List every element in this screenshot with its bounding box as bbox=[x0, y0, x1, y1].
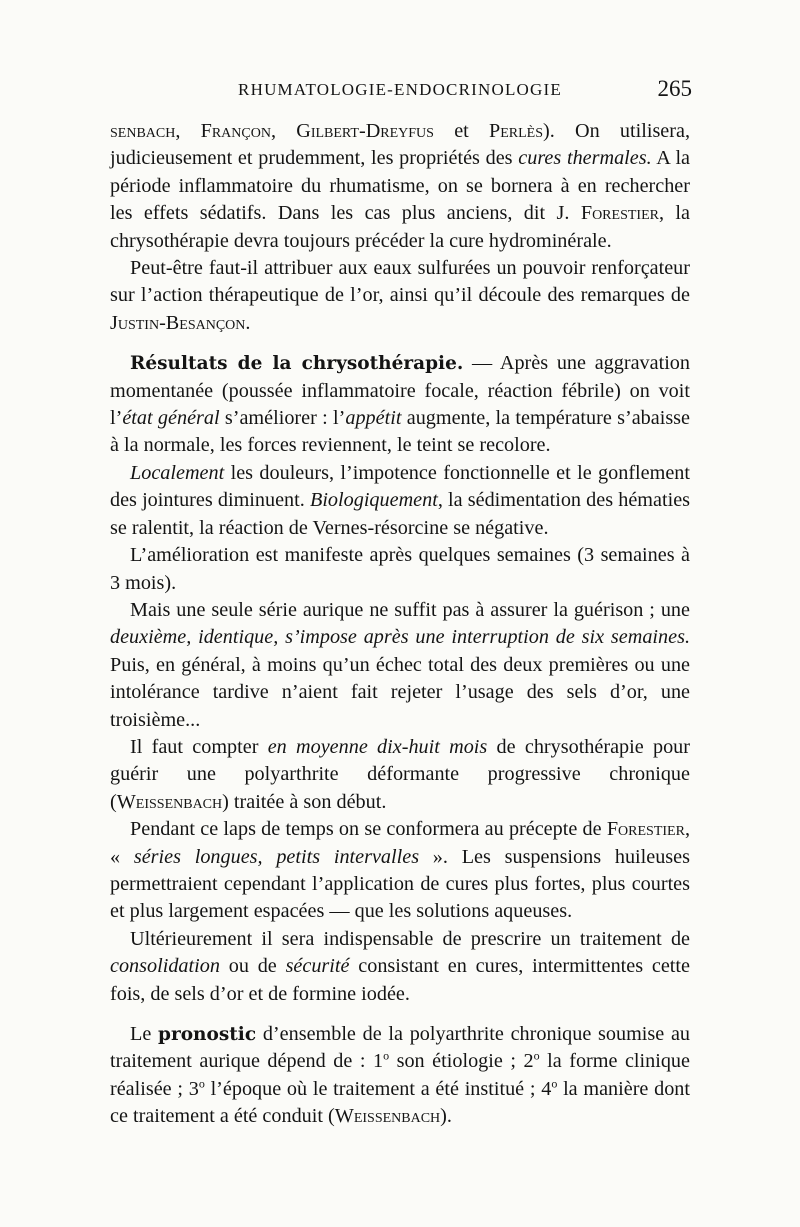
italic-term: séries longues, petits intervalles bbox=[133, 845, 420, 868]
text-run: les douleurs, l’impotence fonctionnelle et le gonflement des jointures diminuent. bbox=[110, 461, 690, 512]
italic-term: consolidation bbox=[110, 955, 220, 978]
page-number: 265 bbox=[657, 76, 692, 101]
text-run: ). bbox=[440, 1105, 452, 1128]
italic-term: en moyenne dix-huit mois bbox=[267, 735, 488, 758]
paragraph-10 bbox=[110, 1021, 690, 1131]
text-run: Le bbox=[130, 1023, 159, 1045]
text-run: L’amélioration est manifeste après quelques semaines (3 semaines à 3 mois). bbox=[110, 544, 690, 594]
italic-term: sécurité bbox=[285, 955, 350, 978]
paragraph-5 bbox=[110, 542, 690, 597]
author-name: Weissenbach bbox=[334, 1105, 441, 1128]
section-heading: Résultats de la chrysothérapie. bbox=[130, 353, 464, 375]
italic-term: état général bbox=[122, 407, 220, 430]
bold-term: pronostic bbox=[158, 1024, 257, 1045]
text-run: son étiologie ; 2 bbox=[389, 1050, 534, 1073]
author-name: Perlès bbox=[489, 120, 544, 142]
italic-term: deuxième, identique, s’impose après une interruption de six semaines. bbox=[110, 626, 690, 649]
text-run: Pendant ce laps de temps on se conformera au précepte de bbox=[130, 818, 607, 841]
text-run: de chrysothérapie pour guérir une polyarthrite déformante progressive chronique ( bbox=[110, 735, 690, 813]
text-run: la manière dont ce traitement a été conduit ( bbox=[110, 1077, 691, 1128]
page-header bbox=[110, 76, 690, 104]
ordinal-superscript: o bbox=[198, 1076, 205, 1091]
text-run: s’améliorer : l’ bbox=[219, 407, 346, 430]
text-run: augmente, la température s’abaisse à la normale, les forces reviennent, le teint se recolore. bbox=[110, 407, 690, 457]
text-run: , la sédimentation des hématies se ralentit, la réaction de Vernes-résorcine se négative. bbox=[110, 489, 691, 539]
text-run: , la chrysothérapie devra toujours précéder la cure hydrominérale. bbox=[110, 202, 690, 252]
paragraph-8 bbox=[110, 816, 690, 926]
text-run: d’ensemble de la polyarthrite chronique soumise au traitement aurique dépend de : 1 bbox=[110, 1023, 691, 1073]
text-run: ». Les suspensions huileuses permettraient cependant l’application de cures plus fortes, plus courtes et plus largement espacées — que les solutions aqueuses. bbox=[110, 845, 690, 923]
text-run: Ultérieurement il sera indispensable de prescrire un traitement de bbox=[130, 927, 690, 950]
author-name: Justin-Besançon bbox=[110, 311, 246, 334]
text-run: — Après une aggravation momentanée (poussée inflammatoire focale, réaction fébrile) on voit l’ bbox=[110, 352, 690, 430]
text-run: la forme clinique réalisée ; 3 bbox=[110, 1050, 690, 1100]
text-run: Peut-être faut-il attribuer aux eaux sulfurées un pouvoir renforçateur sur l’action thérapeutique de l’or, ainsi qu’il découle des remarques de bbox=[110, 257, 690, 307]
text-run: l’époque où le traitement a été institué ; 4 bbox=[204, 1077, 552, 1100]
ordinal-superscript: o bbox=[551, 1076, 558, 1091]
paragraph-3 bbox=[110, 350, 690, 460]
paragraph-7 bbox=[110, 734, 690, 816]
text-run: Mais une seule série aurique ne suffit pas à assurer la guérison ; une bbox=[130, 598, 690, 621]
paragraph-6 bbox=[110, 597, 690, 734]
running-title: RHUMATOLOGIE-ENDOCRINOLOGIE bbox=[238, 80, 562, 99]
paragraph-4 bbox=[110, 460, 690, 542]
text-run: ou de bbox=[219, 955, 286, 978]
text-run: A la période inflammatoire du rhumatisme, on se bornera à en rechercher les effets sédatifs. Dans les cas plus anciens, dit J. bbox=[110, 147, 691, 225]
ordinal-superscript: o bbox=[383, 1048, 390, 1063]
text-run: consistant en cures, intermittentes cette fois, de sels d’or et de formine iodée. bbox=[110, 955, 690, 1005]
paragraph-1 bbox=[110, 118, 690, 255]
text-run: ) traitée à son début. bbox=[222, 790, 387, 813]
paragraph-9 bbox=[110, 926, 690, 1008]
body-text bbox=[110, 118, 690, 1131]
italic-term: appétit bbox=[345, 407, 402, 430]
text-run: . bbox=[245, 311, 251, 334]
text-run: Puis, en général, à moins qu’un échec total des deux premières ou une intolérance tardive n’aient fait rejeter l’usage des sels d’or, une troisième... bbox=[110, 653, 690, 731]
author-name: Weissenbach bbox=[116, 790, 223, 813]
text-run: ). On utilisera, judicieusement et prudemment, les propriétés des bbox=[110, 120, 690, 170]
author-name: Forestier bbox=[580, 202, 659, 225]
text-run: Il faut compter bbox=[130, 735, 268, 758]
italic-term: Biologiquement bbox=[309, 489, 438, 512]
text-run: et bbox=[433, 120, 489, 142]
text-run: , « bbox=[110, 818, 690, 868]
ordinal-superscript: o bbox=[533, 1048, 540, 1063]
italic-term: Localement bbox=[130, 461, 225, 484]
italic-term: cures thermales. bbox=[518, 147, 652, 170]
author-name: Forestier bbox=[606, 818, 685, 841]
author-names: senbach, Françon, Gilbert-Dreyfus bbox=[110, 120, 434, 142]
paragraph-2 bbox=[110, 255, 690, 337]
